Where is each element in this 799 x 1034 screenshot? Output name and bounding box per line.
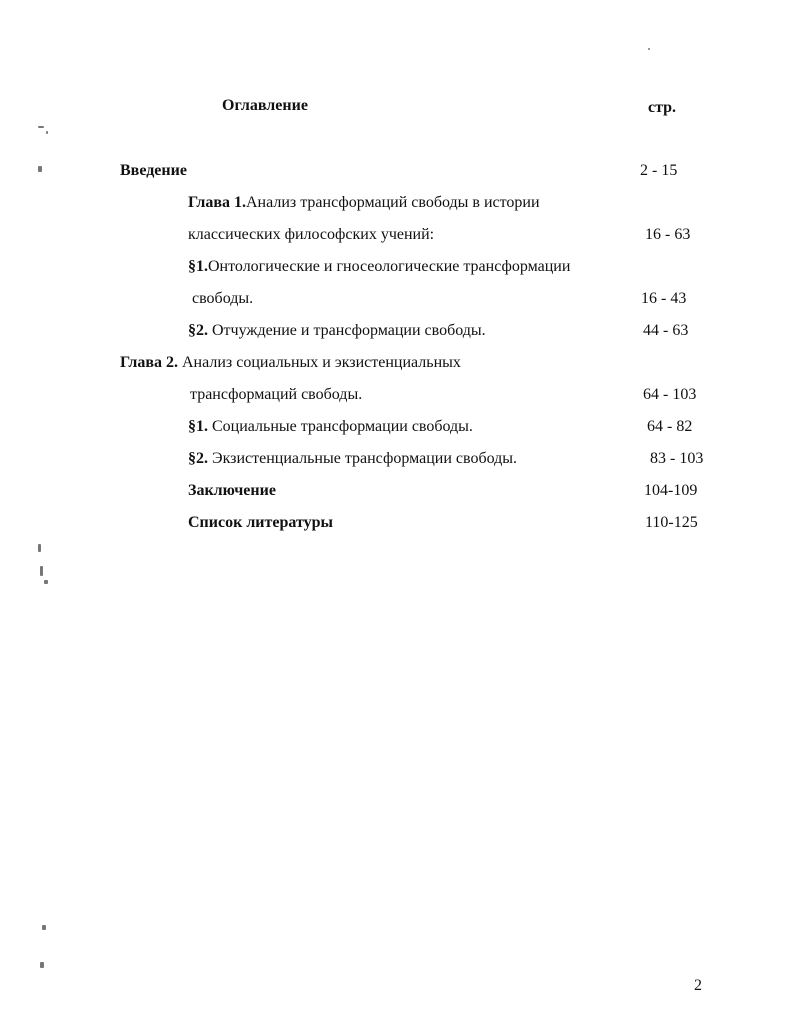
toc-chapter2-prefix: Глава 2. [120,354,178,371]
toc-chapter1-line2: классических философских учений: [188,226,435,243]
scan-speck [42,925,46,930]
toc-chapter1-prefix: Глава 1. [188,194,246,211]
toc-title: Оглавление [222,97,308,114]
scan-speck [38,126,44,128]
toc-bibliography-pages: 110-125 [645,514,698,531]
toc-chapter2-line2: трансформаций свободы. [190,386,363,403]
toc-ch1-section1-title: Онтологические и гносеологические трансформации [208,258,571,275]
page-column-header: стр. [648,99,677,116]
toc-ch1-section1-line2: свободы. [192,290,254,307]
toc-ch2-section2-prefix: §2. [188,450,208,467]
scan-speck [38,166,42,172]
toc-ch1-section2-prefix: §2. [188,322,208,339]
toc-ch1-section1-prefix: §1. [188,258,208,275]
toc-chapter1-line1 [188,193,540,213]
toc-ch2-section1-title: Социальные трансформации свободы. [208,418,473,435]
toc-chapter1-pages: 16 - 63 [645,226,691,243]
toc-intro-label: Введение [120,162,187,179]
scan-speck [38,544,41,552]
toc-chapter2-line1 [120,353,461,373]
toc-ch2-section1 [188,417,473,437]
toc-ch1-section2 [188,321,486,341]
toc-chapter2-title: Анализ социальных и экзистенциальных [178,354,461,371]
scan-speck [44,580,48,584]
toc-chapter1-title: Анализ трансформаций свободы в истории [246,194,540,211]
scan-speck [648,48,650,50]
toc-ch1-section1-pages: 16 - 43 [641,290,687,307]
scan-speck [40,962,44,968]
toc-ch1-section2-title: Отчуждение и трансформации свободы. [208,322,486,339]
toc-ch2-section2 [188,449,517,469]
toc-ch2-section2-title: Экзистенциальные трансформации свободы. [208,450,518,467]
toc-chapter2-pages: 64 - 103 [643,386,697,403]
toc-conclusion-pages: 104-109 [644,482,698,499]
toc-bibliography-label: Список литературы [188,514,333,531]
page-number: 2 [694,977,702,994]
toc-ch2-section2-pages: 83 - 103 [650,450,704,467]
toc-ch1-section1-line1 [188,257,570,277]
toc-conclusion-label: Заключение [188,482,276,499]
scan-speck [40,566,43,576]
toc-intro-pages: 2 - 15 [640,162,678,179]
toc-ch2-section1-prefix: §1. [188,418,208,435]
toc-ch2-section1-pages: 64 - 82 [647,418,693,435]
scan-speck [46,131,48,134]
toc-ch1-section2-pages: 44 - 63 [643,322,689,339]
